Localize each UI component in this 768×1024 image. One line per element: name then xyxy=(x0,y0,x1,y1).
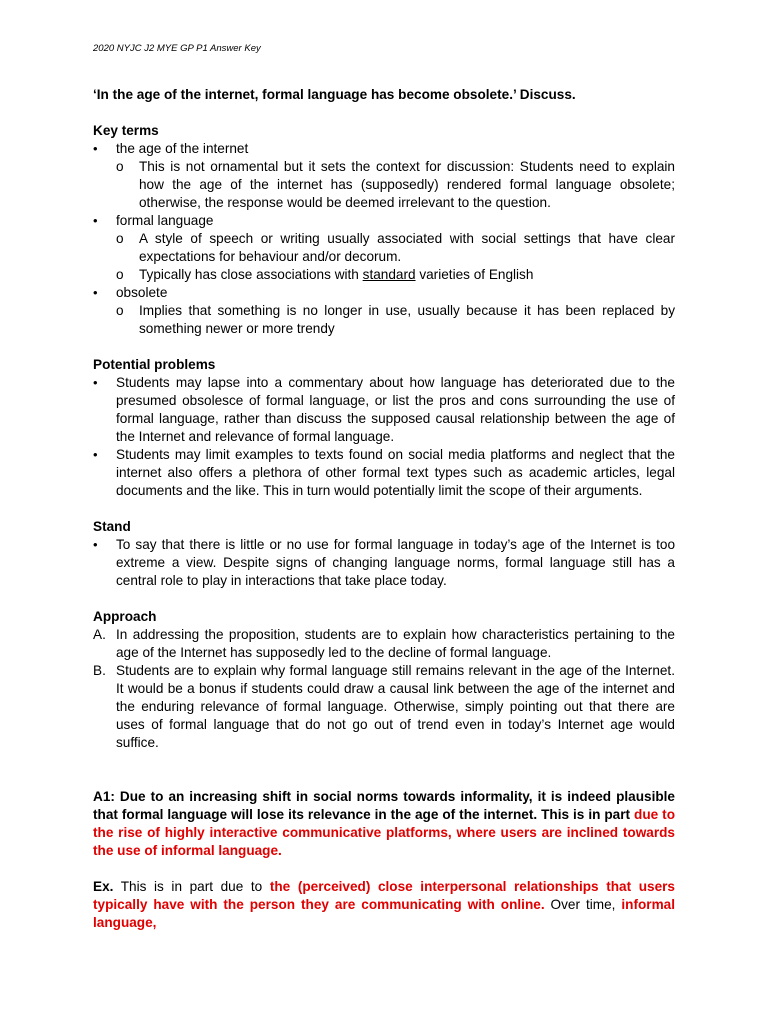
sub-bullet-icon: o xyxy=(116,231,124,246)
emphasis-text: the (perceived) close interpersonal relationships that users typically have with the person they are communicating with online. xyxy=(93,879,675,912)
sub-bullet-icon: o xyxy=(116,303,124,318)
list-item xyxy=(93,284,675,302)
list-item: B. Students are to explain why formal language still remains relevant in the age of the Internet. It would be a bonus if students could draw a causal link between the age of the internet and the enduring relevance of formal language. Otherwise, simply pointing out that there are uses of formal language that do not go out of trend even in today’s Internet age would suffice. xyxy=(93,663,675,750)
list-item xyxy=(93,230,675,266)
list-item: • To say that there is little or no use for formal language in today’s age of the Internet is too extreme a view. Despite signs of changing language norms, formal language still has a central role to play in interactions that take place today. xyxy=(93,537,675,588)
list-item xyxy=(93,302,675,338)
document-body xyxy=(93,86,675,932)
list-item xyxy=(93,158,675,212)
problems-list xyxy=(93,374,675,500)
underlined-word: standard xyxy=(362,267,416,282)
stand-section xyxy=(93,518,675,590)
key-term: the age of the internet xyxy=(116,141,249,156)
key-term: formal language xyxy=(116,213,214,228)
example-paragraph: Ex. This is in part due to the (perceived) close interpersonal relationships that users typically have with the person they are communicating with online. Over time, informal language, xyxy=(93,879,675,930)
bullet-icon: • xyxy=(93,285,98,300)
list-item: • Students may lapse into a commentary about how language has deteriorated due to the presumed obsolesce of formal language, or list the pros and cons surrounding the use of formal language, rather than discuss the supposed causal relationship between the age of the Internet and relevance of formal language. xyxy=(93,375,675,444)
list-item xyxy=(93,140,675,158)
potential-problems-section xyxy=(93,356,675,500)
bullet-icon: • xyxy=(93,375,98,390)
sub-bullet-icon: o xyxy=(116,267,124,282)
list-item: • Students may limit examples to texts found on social media platforms and neglect that the internet also offers a plethora of other formal text types such as academic articles, legal documents and the like. This in turn would potentially limit the scope of their arguments. xyxy=(93,447,675,498)
list-item xyxy=(93,212,675,230)
approach-section xyxy=(93,608,675,752)
stand-list xyxy=(93,536,675,590)
bullet-icon: • xyxy=(93,213,98,228)
list-item xyxy=(93,266,675,284)
stand-heading: Stand xyxy=(93,519,131,534)
bullet-icon: • xyxy=(93,447,98,462)
list-item: A. In addressing the proposition, students are to explain how characteristics pertaining to the age of the Internet has supposedly led to the decline of formal language. xyxy=(93,627,675,660)
essay-question: ‘In the age of the internet, formal language has become obsolete.’ Discuss. xyxy=(93,87,576,102)
approach-list xyxy=(93,626,675,752)
argument-a1: A1: Due to an increasing shift in social norms towards informality, it is indeed plausible that formal language will lose its relevance in the age of the internet. This is in part due to the rise of highly interactive communicative platforms, where users are inclined towards the use of informal language. xyxy=(93,789,675,858)
list-marker: B. xyxy=(93,663,106,678)
bullet-icon: • xyxy=(93,537,98,552)
key-term-explanation: This is not ornamental but it sets the context for discussion: Students need to explain how the age of the internet has (supposedly) rendered formal language obsolete; otherwise, the response would be deemed irrelevant to the question. xyxy=(139,159,675,210)
key-term-explanation: Typically has close associations with standard varieties of English xyxy=(139,267,534,282)
list-marker: A. xyxy=(93,627,106,642)
example-label: Ex. xyxy=(93,879,114,894)
sub-bullet-icon: o xyxy=(116,159,124,174)
key-terms-list xyxy=(93,140,675,338)
approach-heading: Approach xyxy=(93,609,157,624)
key-terms-section xyxy=(93,122,675,338)
emphasis-text: due to the rise of highly interactive communicative platforms, where users are inclined towards the use of informal language. xyxy=(93,807,675,858)
page-header: 2020 NYJC J2 MYE GP P1 Answer Key xyxy=(93,43,261,54)
key-terms-heading: Key terms xyxy=(93,123,159,138)
bullet-icon: • xyxy=(93,141,98,156)
key-term-explanation: Implies that something is no longer in use, usually because it has been replaced by something newer or more trendy xyxy=(139,303,675,336)
key-term: obsolete xyxy=(116,285,168,300)
potential-problems-heading: Potential problems xyxy=(93,357,216,372)
key-term-explanation: A style of speech or writing usually associated with social settings that have clear expectations for behaviour and/or decorum. xyxy=(139,231,675,264)
emphasis-text: informal language, xyxy=(93,897,675,930)
